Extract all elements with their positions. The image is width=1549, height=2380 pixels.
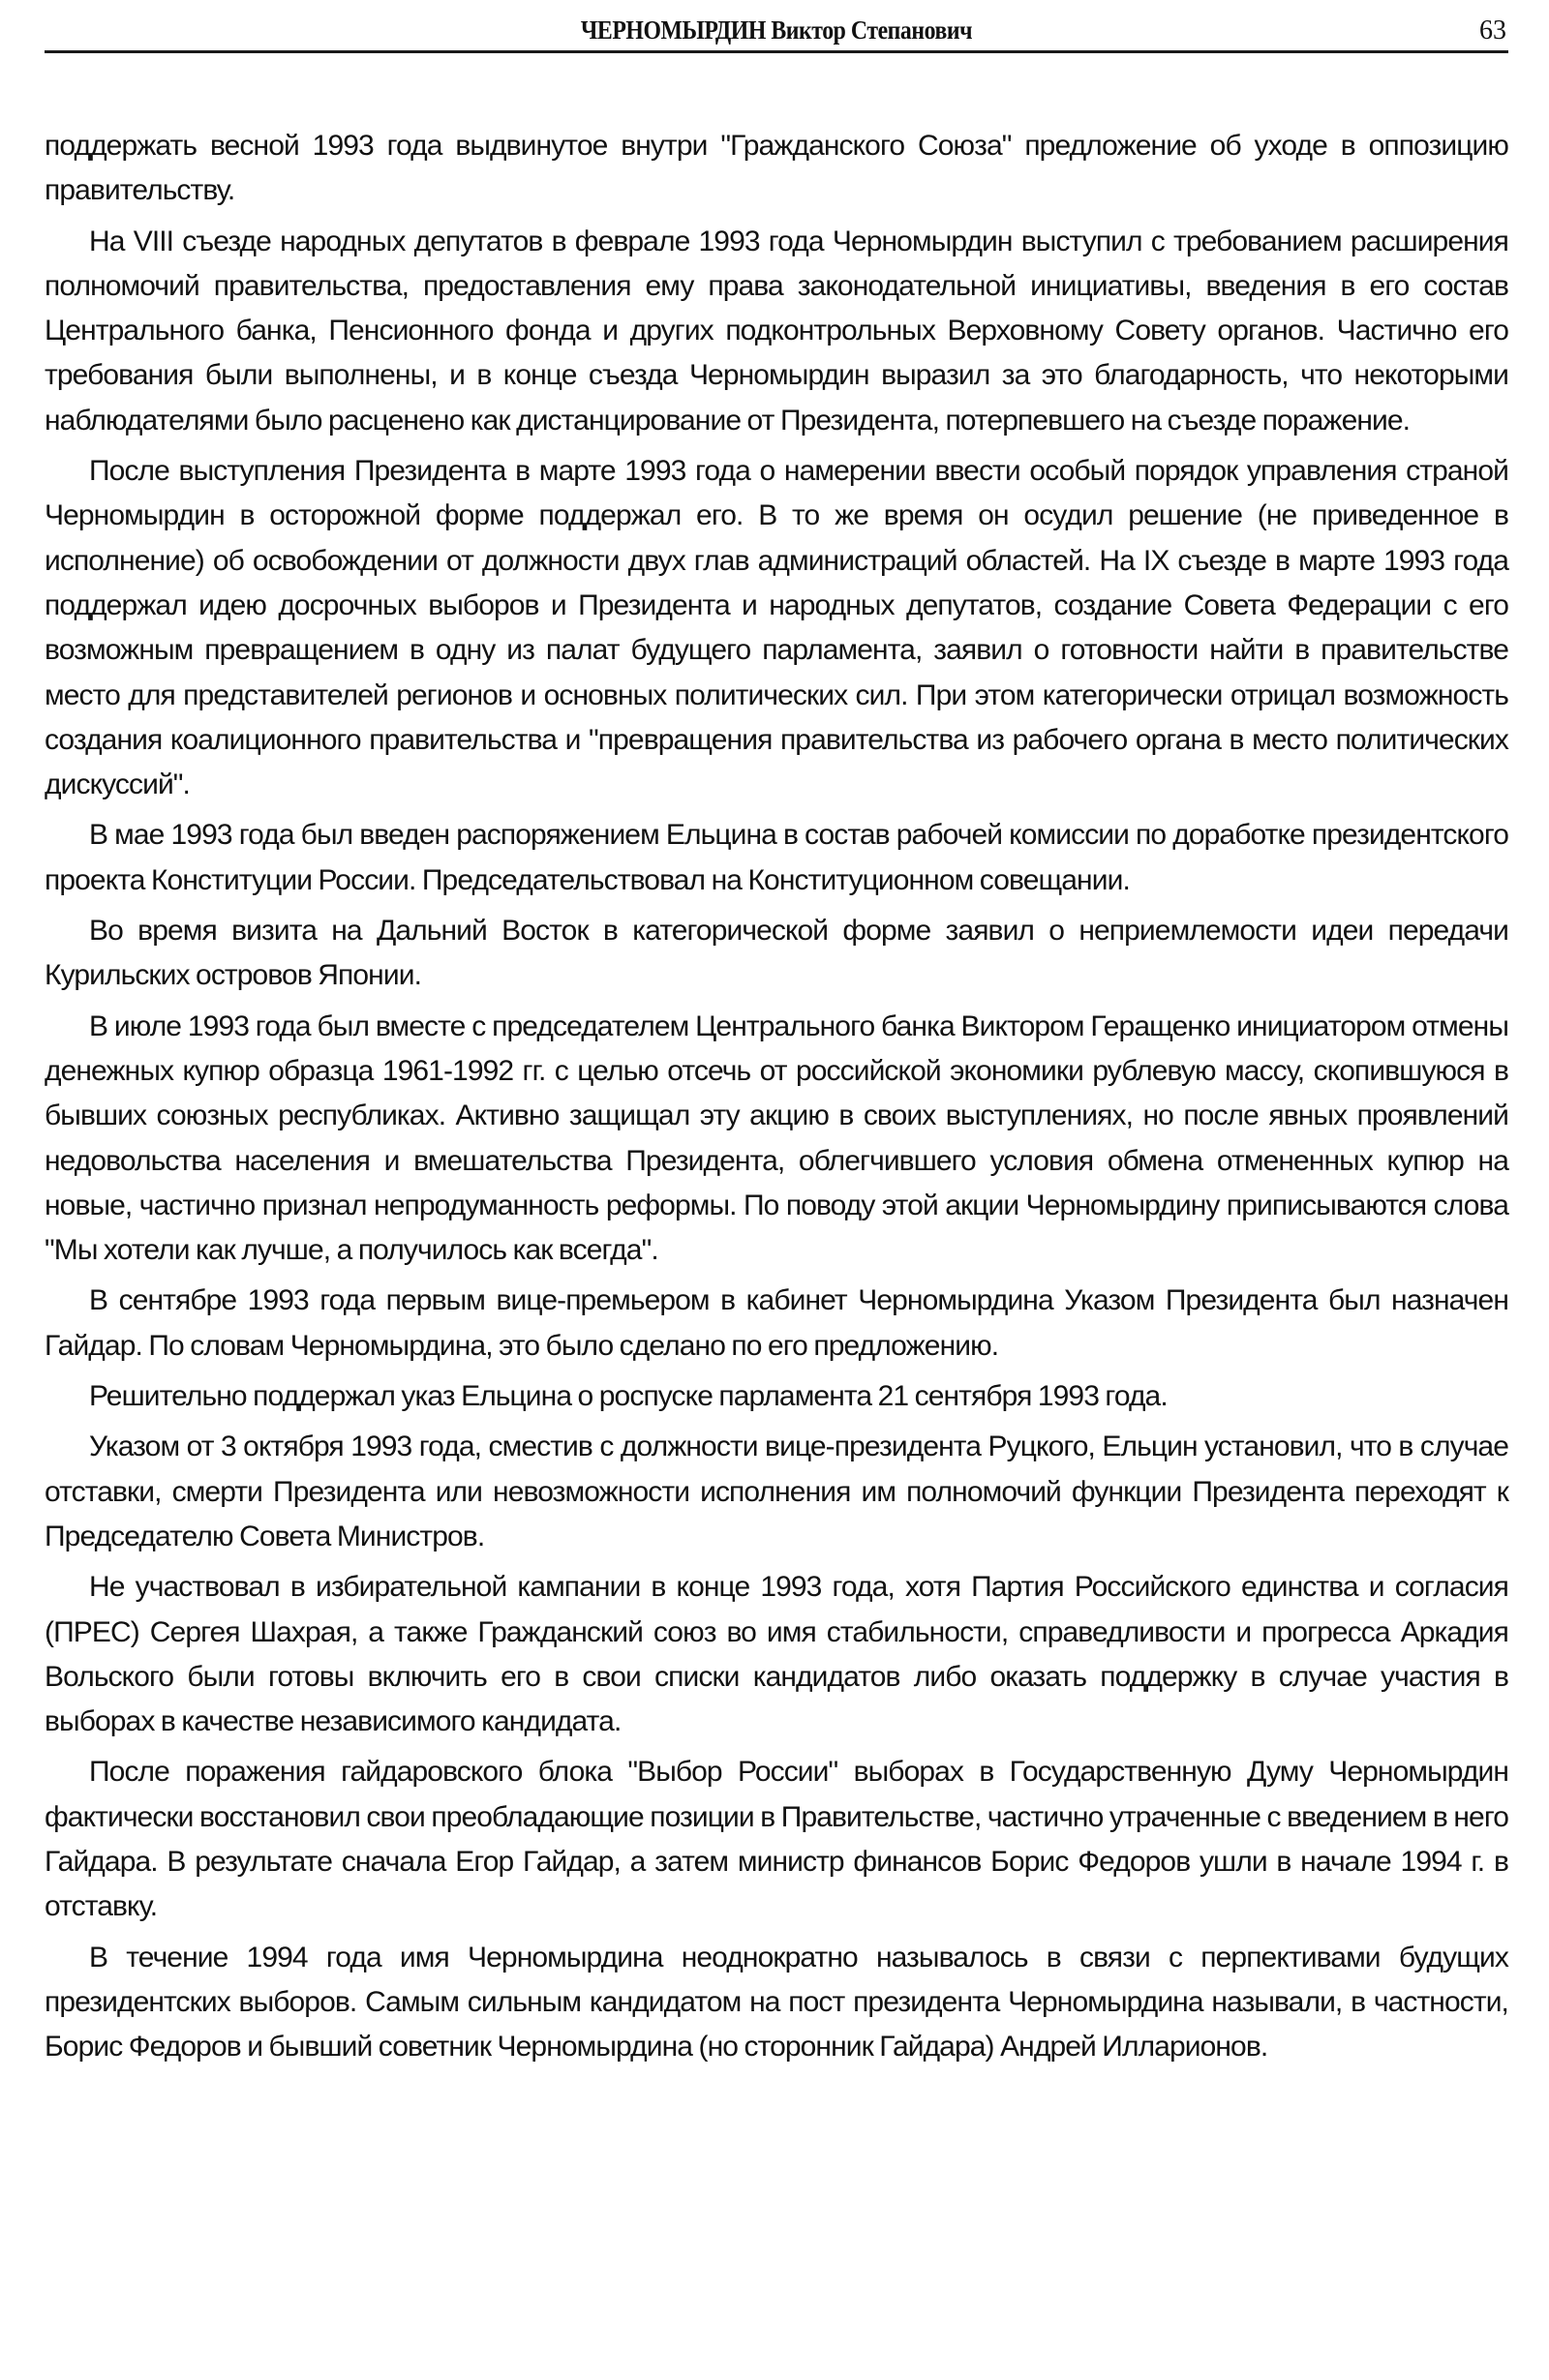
paragraph: На VIII съезде народных депутатов в феврале 1993 года Черномырдин выступил с требованием расширения полномочий правительства, предоставления ему права законодательной инициативы, введения в его состав Центрального банка, Пенсионного фонда и других подконтрольных Верховному Совету органов. Частично его требования были выполнены, и в конце съезда Черномырдин выразил за это благодарность, что некоторыми наблюдателями было расценено как дистанцирование от Президента, потерпевшего на съезде поражение.	[45, 225, 1508, 437]
paragraph: В течение 1994 года имя Черномырдина неоднократно называлось в связи с перпективами будущих президентских выборов. Самым сильным кандидатом на пост президента Черномырдина называли, в частности, Борис Федоров и бывший советник Черномырдина (но сторонник Гайдара) Андрей Илларионов.	[45, 1941, 1508, 2064]
paragraph: Указом от 3 октября 1993 года, сместив с должности вице-президента Руцкого, Ельцин установил, что в случае отставки, смерти Президента или невозможности исполнения им полномочий функции Президента переходят к Председателю Совета Министров.	[45, 1431, 1508, 1552]
header-rule	[45, 50, 1508, 53]
paragraph: В июле 1993 года был вместе с председателем Центрального банка Виктором Геращенко инициатором отмены денежных купюр образца 1961-1992 гг. с целью отсечь от российской экономики рублевую массу, скопившуюся в бывших союзных республиках. Активно защищал эту акцию в своих выступлениях, но после явных проявлений недовольства населения и вмешательства Президента, облегчившего условия обмена отмененных купюр на новые, частично признал непродуманность реформы. По поводу этой акции Черномырдину приписываются слова "Мы хотели как лучше, а получилось как всегда".	[45, 1009, 1508, 1267]
page-number: 63	[1479, 15, 1506, 45]
paragraph-continued: поддержать весной 1993 года выдвинутое внутри "Гражданского Союза" предложение об уходе в оппозицию правительству.	[45, 130, 1508, 207]
running-title-surname: ЧЕРНОМЫРДИН	[580, 15, 766, 45]
paragraph: Во время визита на Дальний Восток в категорической форме заявил о неприемлемости идеи передачи Курильских островов Японии.	[45, 915, 1508, 992]
paragraph: После выступления Президента в марте 1993 года о намерении ввести особый порядок управления страной Черномырдин в осторожной форме поддержал его. В то же время он осудил решение (не приведенное в исполнение) об освобождении от должности двух глав администраций областей. На IX съезде в марте 1993 года поддержал идею досрочных выборов и Президента и народных депутатов, создание Совета Федерации с его возможным превращением в одну из палат будущего парламента, заявил о готовности найти в правительстве место для представителей регионов и основных политических сил. При этом категорически отрицал возможность создания коалиционного правительства и "превращения правительства из рабочего органа в место политических дискуссий".	[45, 455, 1508, 801]
page-header	[45, 0, 1508, 54]
paragraph: Не участвовал в избирательной кампании в конце 1993 года, хотя Партия Российского единства и согласия (ПРЕС) Сергея Шахрая, а также Гражданский союз во имя стабильности, справедливости и прогресса Аркадия Вольского были готовы включить его в свои списки кандидатов либо оказать поддержку в случае участия в выборах в качестве независимого кандидата.	[45, 1571, 1508, 1738]
paragraph: Решительно поддержал указ Ельцина о роспуске парламента 21 сентября 1993 года.	[89, 1380, 1168, 1413]
paragraph: В сентябре 1993 года первым вице-премьером в кабинет Черномырдина Указом Президента был назначен Гайдар. По словам Черномырдина, это было сделано по его предложению.	[45, 1284, 1508, 1362]
paragraph: После поражения гайдаровского блока "Выбор России" выборах в Государственную Думу Черномырдин фактически восстановил свои преобладающие позиции в Правительстве, частично утраченные с введением в него Гайдара. В результате сначала Егор Гайдар, а затем министр финансов Борис Федоров ушли в начале 1994 г. в отставку.	[45, 1756, 1508, 1923]
paragraph: В мае 1993 года был введен распоряжением Ельцина в состав рабочей комиссии по доработке президентского проекта Конституции России. Председательствовал на Конституционном совещании.	[45, 819, 1508, 896]
running-title	[133, 15, 1421, 45]
running-title-given-names: Виктор Степанович	[771, 15, 973, 45]
body-text	[45, 124, 1508, 2075]
